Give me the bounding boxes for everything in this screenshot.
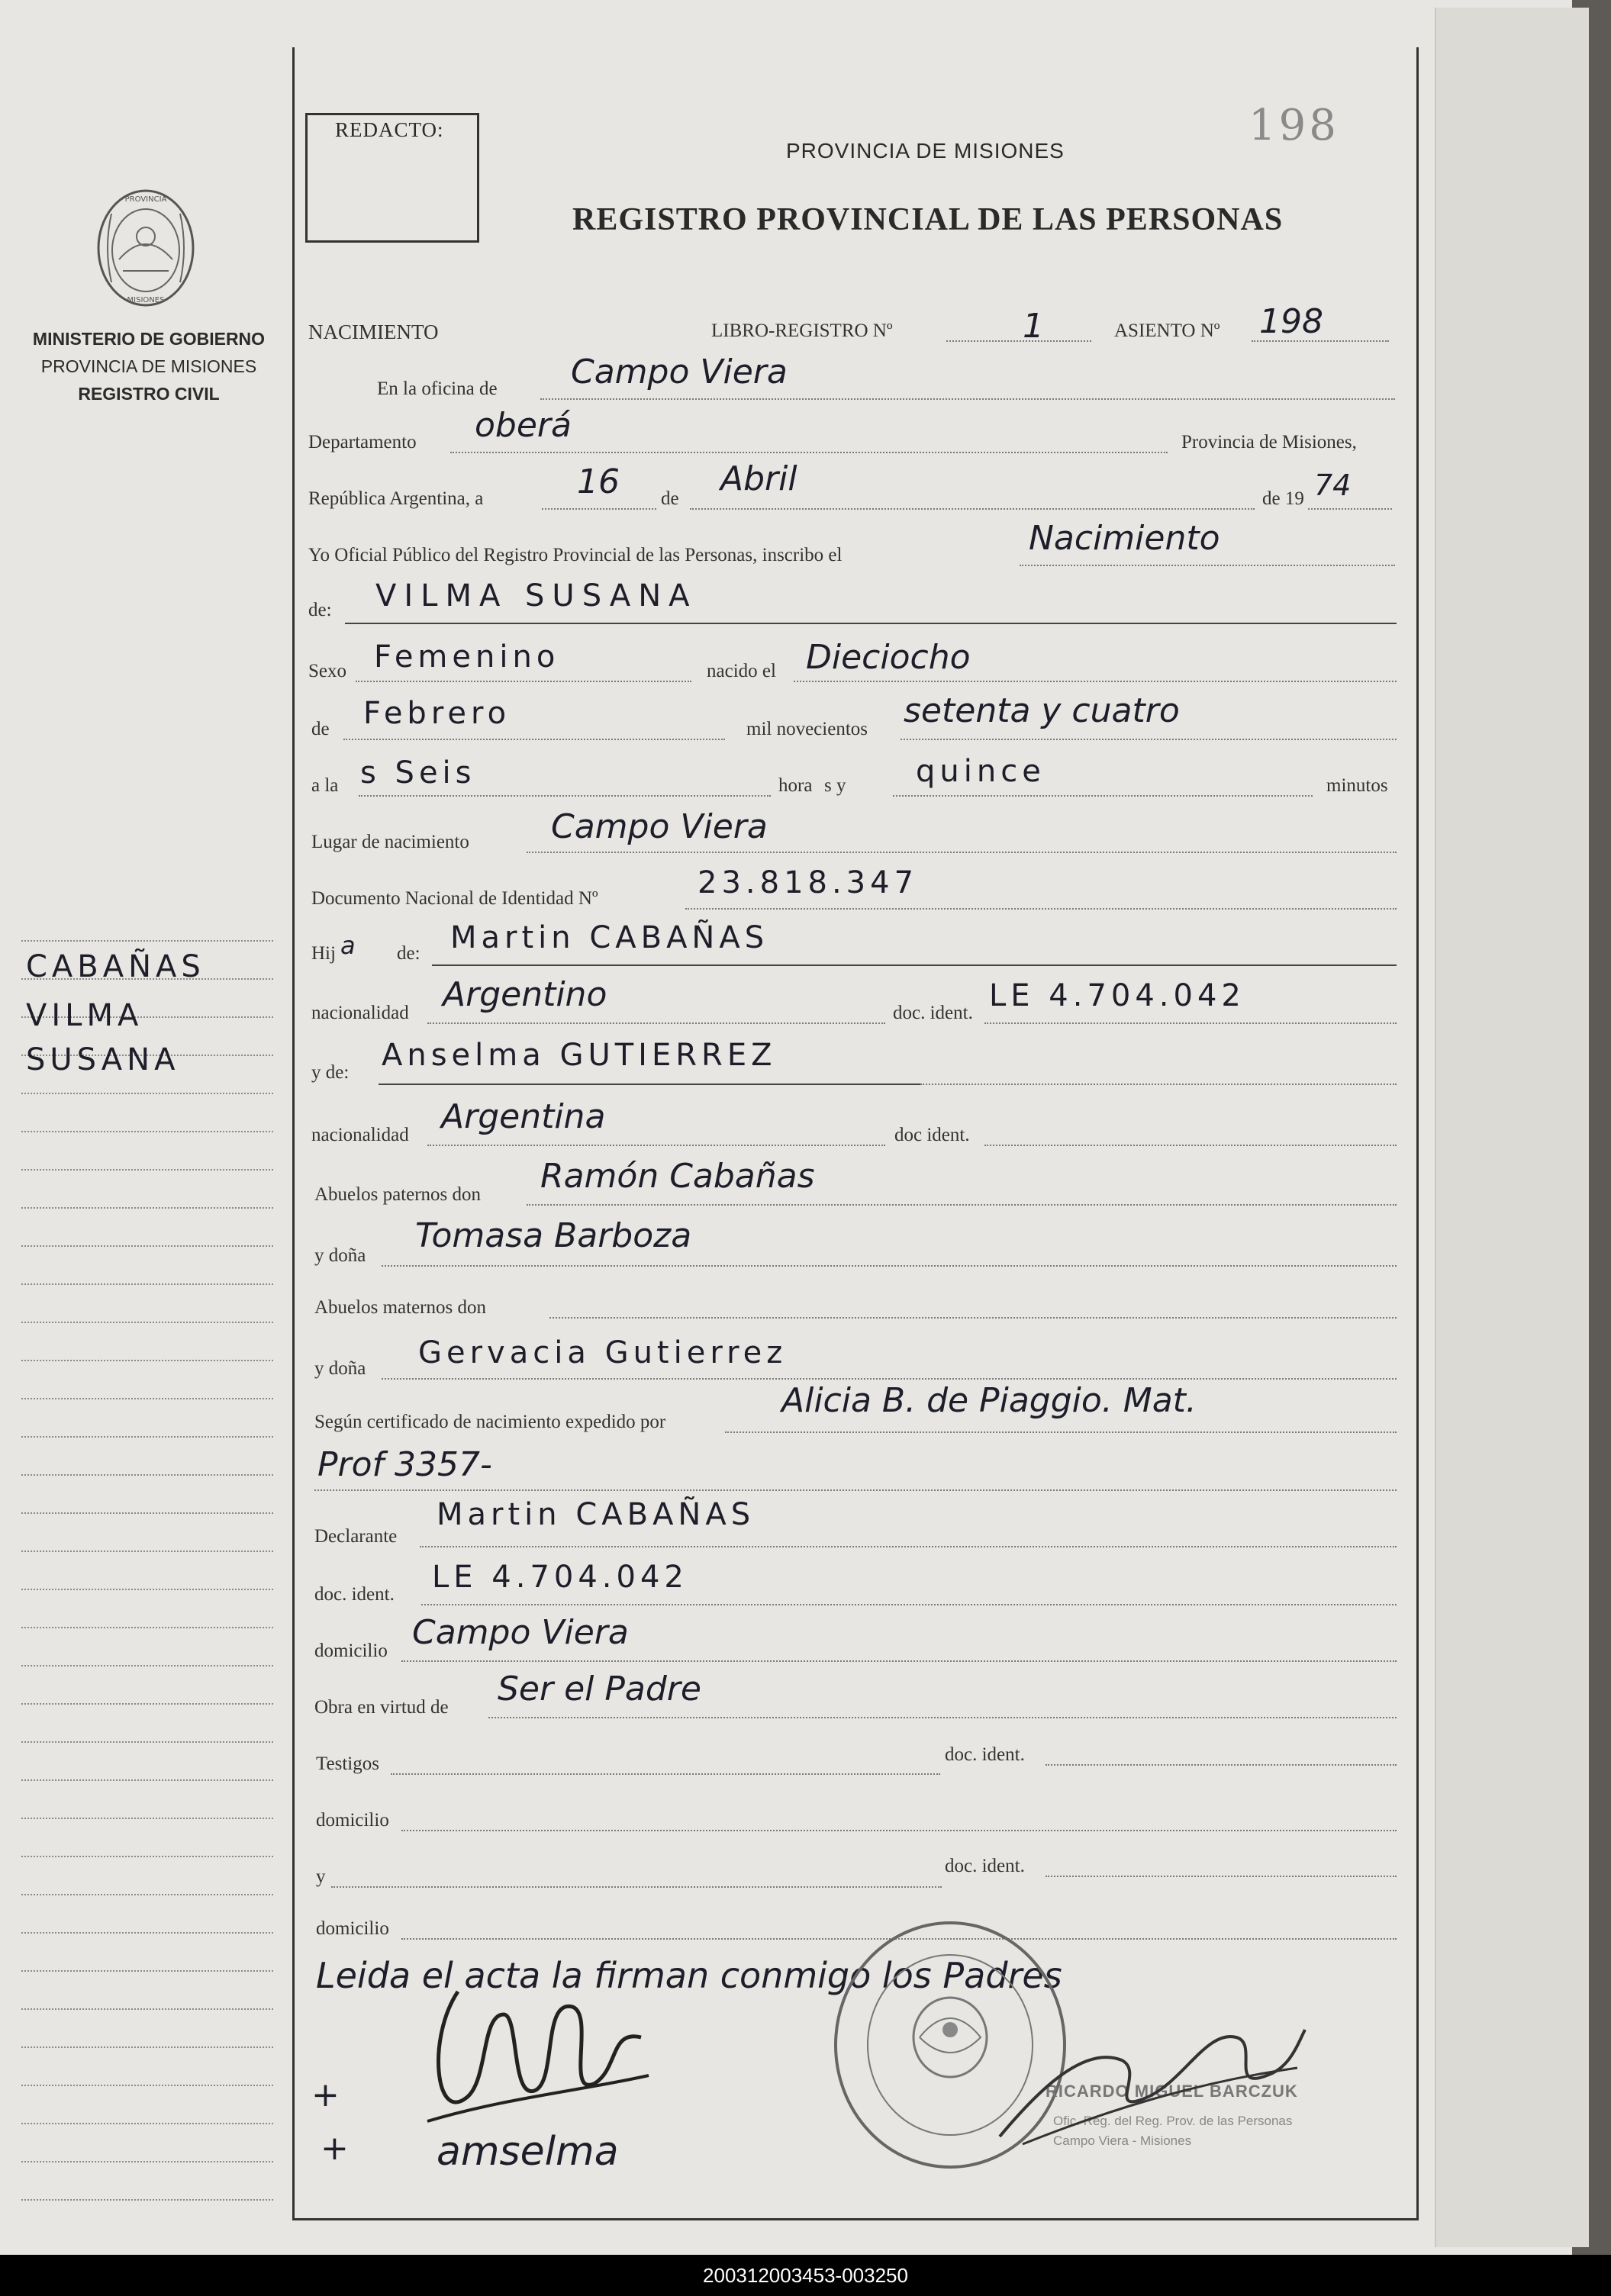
doc-ident-1-label: doc. ident. [893, 1003, 973, 1023]
margin-guide-line [21, 1970, 273, 1972]
registrant-name-value: VILMA SUSANA [375, 578, 698, 613]
oficial-value: Nacimiento [1029, 519, 1220, 558]
margin-guide-line [21, 1512, 273, 1514]
header-registry: REGISTRO PROVINCIAL DE LAS PERSONAS [572, 202, 1284, 237]
margin-guide-line [21, 2008, 273, 2010]
margin-guide-line [21, 1551, 273, 1552]
doc-ident-2-label: doc ident. [894, 1125, 970, 1145]
father-signature [412, 1969, 656, 2144]
margin-guide-line [21, 1703, 273, 1705]
closing-statement: Leida el acta la firman conmigo los Padres [316, 1955, 1062, 1996]
margin-guide-line [21, 1360, 273, 1361]
segun-value: Alicia B. de Piaggio. Mat. [781, 1381, 1197, 1420]
nacionalidad-2-value: Argentina [441, 1097, 606, 1136]
official-name: RICARDO MIGUEL BARCZUK [1046, 2082, 1298, 2101]
obra-label: Obra en virtud de [314, 1697, 449, 1718]
margin-guide-line [21, 1436, 273, 1438]
doc-ident-3-label: doc. ident. [314, 1584, 395, 1605]
nacionalidad-2-label: nacionalidad [311, 1125, 409, 1145]
margin-guide-line [21, 1131, 273, 1132]
mil-value: setenta y cuatro [904, 691, 1180, 730]
domicilio-1-label: domicilio [314, 1641, 388, 1661]
father-value: Martin CABAÑAS [450, 920, 769, 955]
ministry-line-1: MINISTERIO DE GOBIERNO [32, 329, 266, 349]
margin-guide-line [21, 1779, 273, 1781]
redacto-box [305, 113, 479, 243]
y2-label: y [316, 1866, 326, 1887]
redacto-label: REDACTO: [335, 118, 444, 141]
libro-value: 1 [1023, 307, 1044, 346]
y-dona-2-label: y doña [314, 1358, 366, 1379]
departamento-value: oberá [475, 406, 572, 445]
margin-guide-line [21, 1474, 273, 1476]
y-label: s y [824, 775, 846, 796]
minutos-label: minutos [1326, 775, 1388, 796]
lugar-label: Lugar de nacimiento [311, 832, 469, 852]
declarante-label: Declarante [314, 1526, 398, 1547]
testigos-label: Testigos [316, 1753, 379, 1774]
crest-bottom-text: MISIONES [127, 296, 165, 304]
dni-label: Documento Nacional de Identidad Nº [311, 888, 598, 909]
nacionalidad-1-value: Argentino [443, 975, 607, 1014]
margin-note-second-name: SUSANA [26, 1042, 180, 1077]
libro-label: LIBRO-REGISTRO Nº [711, 320, 893, 341]
margin-guide-line [21, 2161, 273, 2162]
doc-ident-5-label: doc. ident. [945, 1856, 1025, 1876]
record-type-label: NACIMIENTO [308, 320, 439, 343]
folio-number: 198 [1249, 101, 1339, 150]
oficial-label: Yo Oficial Público del Registro Provincial de las Personas, inscribo el [308, 545, 843, 565]
abuelos-paternos-label: Abuelos paternos don [314, 1184, 482, 1205]
mother-signature: amselma [437, 2129, 619, 2175]
de2-label: de [311, 719, 330, 739]
margin-guide-line [21, 1398, 273, 1399]
provincial-crest-logo [89, 183, 203, 313]
year-value: 74 [1314, 469, 1352, 502]
sexo-label: Sexo [308, 661, 346, 681]
crest-top-text: PROVINCIA [124, 195, 167, 204]
domicilio-1-value: Campo Viera [412, 1613, 629, 1652]
official-signature [992, 1999, 1313, 2152]
doc-ident-3-value: LE 4.704.042 [432, 1560, 688, 1595]
segun-label: Según certificado de nacimiento expedido por [314, 1412, 666, 1432]
margin-guide-line [21, 1589, 273, 1590]
margin-guide-line [21, 2123, 273, 2124]
dni-value: 23.818.347 [698, 865, 919, 900]
header-province: PROVINCIA DE MISIONES [786, 139, 1065, 163]
margin-guide-line [21, 1322, 273, 1323]
abuelos-maternos-label: Abuelos maternos don [314, 1297, 486, 1318]
domicilio-2-label: domicilio [316, 1810, 389, 1831]
margin-guide-line [21, 1894, 273, 1895]
official-title: Ofic. Reg. del Reg. Prov. de las Personas [1053, 2114, 1293, 2128]
day-value: 16 [577, 462, 620, 501]
hour-value: s Seis [360, 755, 476, 791]
nacido-value: Dieciocho [806, 638, 971, 677]
y-de-label: y de: [311, 1062, 350, 1083]
official-place: Campo Viera - Misiones [1053, 2133, 1192, 2148]
segun-value-continued: Prof 3357- [317, 1445, 492, 1484]
hijo-suffix: a [340, 931, 356, 960]
margin-guide-line [21, 1207, 273, 1209]
margin-guide-line [21, 1665, 273, 1666]
y-dona-1-label: y doña [314, 1245, 366, 1266]
margin-guide-line [21, 1856, 273, 1857]
abuela-materna-value: Gervacia Gutierrez [418, 1335, 788, 1370]
margin-guide-line [21, 2085, 273, 2086]
margin-guide-line [21, 2199, 273, 2201]
de3-label: de: [397, 943, 420, 964]
page-edge [1435, 8, 1589, 2247]
nacido-label: nacido el [707, 661, 776, 681]
declarante-value: Martin CABAÑAS [437, 1497, 756, 1532]
lugar-value: Campo Viera [551, 807, 768, 846]
margin-guide-line [21, 1283, 273, 1285]
ministry-line-3: REGISTRO CIVIL [78, 384, 220, 404]
hora-label: hora [778, 775, 813, 796]
oficina-value: Campo Viera [571, 353, 788, 391]
margin-guide-line [21, 1932, 273, 1934]
de-name-label: de: [308, 600, 332, 620]
departamento-label: Departamento [308, 432, 417, 452]
provincia-label: Provincia de Misiones, [1181, 432, 1357, 452]
margin-note-surname: CABAÑAS [26, 949, 205, 984]
year-prefix: de 19 [1262, 488, 1304, 509]
margin-note-first-name: VILMA [26, 998, 143, 1033]
sexo-value: Femenino [374, 639, 560, 675]
minutes-value: quince [916, 754, 1046, 789]
hijo-label: Hij [311, 943, 336, 964]
asiento-label: ASIENTO Nº [1114, 320, 1220, 341]
ministry-block [15, 325, 282, 407]
doc-ident-4-label: doc. ident. [945, 1744, 1025, 1765]
asiento-value: 198 [1259, 302, 1323, 341]
mother-value: Anselma GUTIERREZ [382, 1038, 777, 1073]
margin-guide-line [21, 2046, 273, 2048]
margin-guide-line [21, 940, 273, 942]
obra-value: Ser el Padre [498, 1670, 701, 1708]
abuelo-paterno-value: Ramón Cabañas [540, 1157, 815, 1196]
margin-guide-line [21, 1741, 273, 1743]
oficina-label: En la oficina de [377, 378, 498, 399]
republica-label: República Argentina, a [308, 488, 484, 509]
margin-guide-line [21, 1093, 273, 1094]
de-label: de [661, 488, 679, 509]
mil-label: mil novecientos [746, 719, 868, 739]
mark-2: + [321, 2129, 349, 2168]
margin-guide-line [21, 1627, 273, 1628]
margin-guide-line [21, 1245, 273, 1247]
margin-guide-line [21, 1818, 273, 1819]
ministry-line-2: PROVINCIA DE MISIONES [40, 356, 257, 376]
nacionalidad-1-label: nacionalidad [311, 1003, 409, 1023]
ala-label: a la [311, 775, 339, 796]
margin-guide-line [21, 1169, 273, 1171]
abuela-paterna-value: Tomasa Barboza [415, 1216, 692, 1255]
document-id-footer: 200312003453-003250 [0, 2255, 1611, 2296]
month-value: Abril [720, 459, 797, 498]
birth-month-value: Febrero [363, 696, 511, 731]
mark-1: + [311, 2075, 340, 2114]
doc-ident-1-value: LE 4.704.042 [989, 978, 1245, 1013]
domicilio-3-label: domicilio [316, 1918, 389, 1939]
